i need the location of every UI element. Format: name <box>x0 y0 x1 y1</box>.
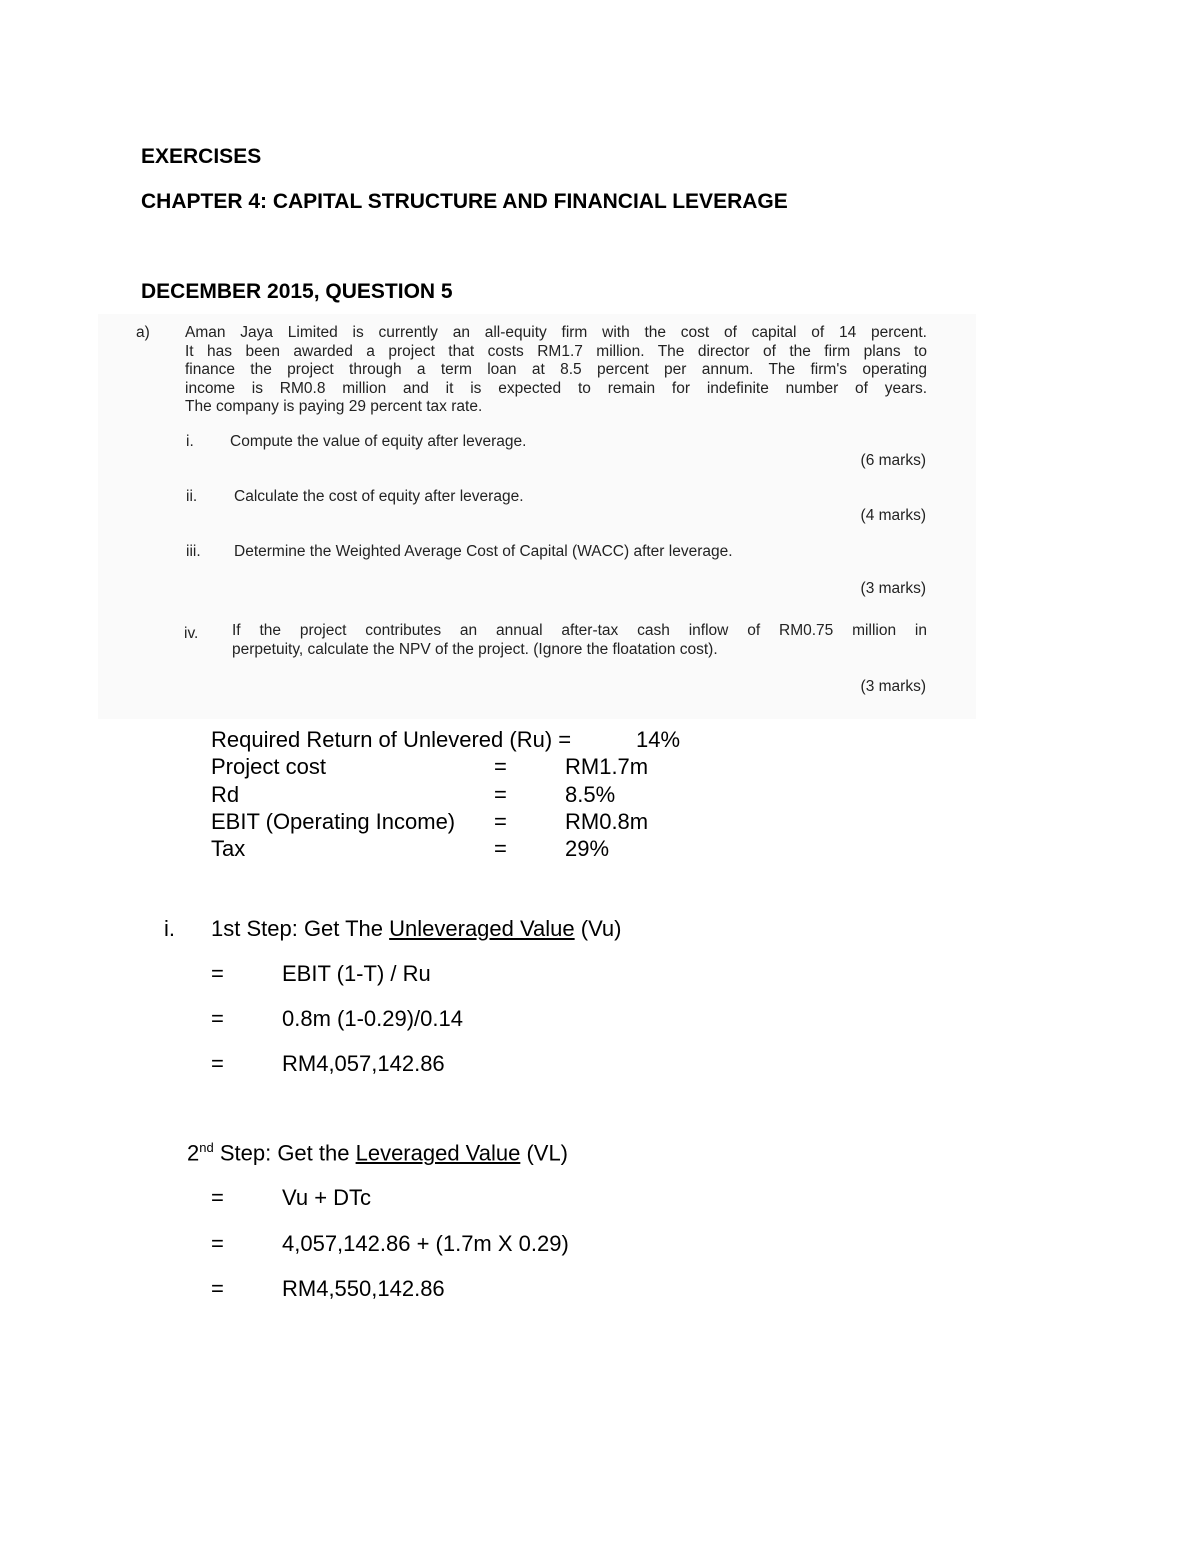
given-equals: = <box>494 809 507 834</box>
step2-equals: = <box>211 1185 224 1210</box>
given-value: 14% <box>636 727 681 752</box>
given-value: 8.5% <box>565 782 616 807</box>
step2-title-suffix: (VL) <box>520 1140 569 1166</box>
given-value: RM0.8m <box>565 809 649 834</box>
given-equals: = <box>494 754 507 779</box>
step1-expression: EBIT (1-T) / Ru <box>282 961 431 986</box>
scanned-question-image <box>98 314 976 719</box>
chapter-heading: CHAPTER 4: CAPITAL STRUCTURE AND FINANCIAL LEVERAGE <box>141 190 788 213</box>
part-marks: (3 marks) <box>860 678 926 695</box>
part-number: iii. <box>186 543 201 560</box>
part-number: ii. <box>186 488 198 505</box>
exercises-heading: EXERCISES <box>141 145 262 168</box>
step2-title-prefix: Step: Get the <box>213 1140 356 1166</box>
question-reference: DECEMBER 2015, QUESTION 5 <box>141 280 453 303</box>
step1-expression: RM4,057,142.86 <box>282 1051 445 1076</box>
question-body <box>185 324 927 417</box>
step2-equals: = <box>211 1231 224 1256</box>
step1-title-underlined: Unleveraged Value <box>389 916 575 941</box>
part-marks: (3 marks) <box>860 580 926 597</box>
step1-title-prefix: 1st Step: Get The <box>211 916 390 941</box>
question-label: a) <box>136 324 150 341</box>
given-equals: = <box>494 782 507 807</box>
step2-expression: Vu + DTc <box>282 1185 372 1210</box>
step1-equals: = <box>211 961 224 986</box>
step2-equals: = <box>211 1276 224 1301</box>
step1-title <box>211 916 622 942</box>
part-marks: (4 marks) <box>860 507 926 524</box>
part-marks: (6 marks) <box>860 452 926 469</box>
given-label: Tax <box>211 836 246 861</box>
step2-title-sup: nd <box>199 1140 214 1155</box>
step2-expression: 4,057,142.86 + (1.7m X 0.29) <box>282 1231 569 1256</box>
part-text: If the project contributes an annual after-tax cash inflow of RM0.75 million in <box>232 622 927 639</box>
question-line: finance the project through a term loan at 8.5 percent per annum. The firm's operating <box>185 361 927 379</box>
given-label: EBIT (Operating Income) <box>211 809 456 834</box>
given-label: Rd <box>211 782 240 807</box>
step2-title-num: 2 <box>187 1140 200 1166</box>
step1-title-suffix: (Vu) <box>574 916 622 941</box>
given-value: RM1.7m <box>565 754 649 779</box>
question-line: The company is paying 29 percent tax rate. <box>185 398 483 416</box>
given-label: Project cost <box>211 754 326 779</box>
part-number: iv. <box>184 625 199 642</box>
step1-equals: = <box>211 1051 224 1076</box>
question-line: It has been awarded a project that costs RM1.7 million. The director of the firm plans to <box>185 342 927 360</box>
part-text: Compute the value of equity after leverage. <box>230 433 527 450</box>
given-equals: = <box>494 836 507 861</box>
part-text: perpetuity, calculate the NPV of the project. (Ignore the floatation cost). <box>232 641 718 658</box>
step2-title-underlined: Leveraged Value <box>355 1140 521 1166</box>
part-text: Determine the Weighted Average Cost of Capital (WACC) after leverage. <box>234 543 733 560</box>
step2-title <box>187 1140 568 1166</box>
given-label: Required Return of Unlevered (Ru) = <box>211 727 572 752</box>
question-line: Aman Jaya Limited is currently an all-equity firm with the cost of capital of 14 percent. <box>185 324 927 341</box>
part-text: Calculate the cost of equity after leverage. <box>234 488 524 505</box>
step1-expression: 0.8m (1-0.29)/0.14 <box>282 1006 463 1031</box>
step1-equals: = <box>211 1006 224 1031</box>
step2-expression: RM4,550,142.86 <box>282 1276 445 1301</box>
part-number: i. <box>186 433 194 450</box>
question-line: income is RM0.8 million and it is expected to remain for indefinite number of years. <box>185 379 927 397</box>
given-value: 29% <box>565 836 610 861</box>
step1-number: i. <box>164 916 175 941</box>
